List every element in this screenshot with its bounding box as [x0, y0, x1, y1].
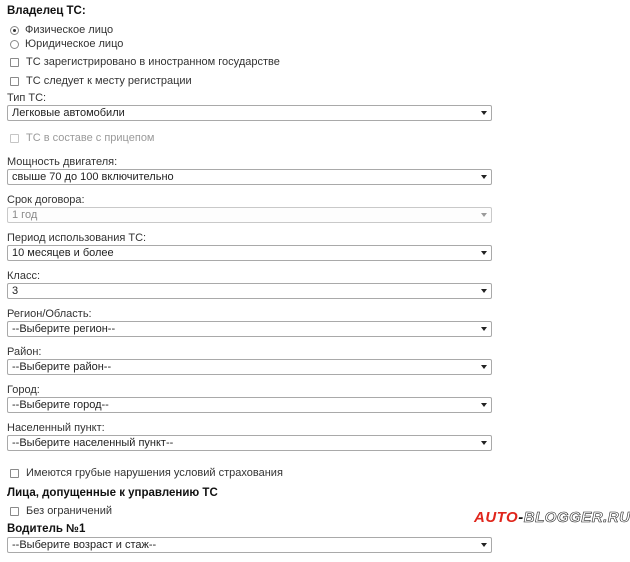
usage-period-select[interactable]: [7, 245, 492, 261]
checkbox-icon[interactable]: [10, 507, 19, 516]
settlement-select[interactable]: [7, 435, 492, 451]
checkbox-travel-label: ТС следует к месту регистрации: [26, 75, 192, 87]
checkbox-no-limits[interactable]: [10, 505, 112, 517]
dropdown-arrow-icon: [481, 403, 487, 407]
dropdown-arrow-icon: [481, 365, 487, 369]
district-select[interactable]: [7, 359, 492, 375]
dropdown-arrow-icon: [481, 543, 487, 547]
watermark-part1: AUTO: [474, 509, 519, 526]
radio-individual[interactable]: [10, 24, 113, 36]
checkbox-foreign-registration[interactable]: [10, 56, 280, 68]
vehicle-type-select[interactable]: [7, 105, 492, 121]
checkbox-no-limits-label: Без ограничений: [26, 505, 112, 517]
drivers-heading: Лица, допущенные к управлению ТС: [7, 487, 218, 499]
contract-term-value: 1 год: [12, 209, 38, 221]
usage-period-value: 10 месяцев и более: [12, 247, 114, 259]
vehicle-type-value: Легковые автомобили: [12, 107, 125, 119]
city-value: --Выберите город--: [12, 399, 109, 411]
contract-term-label: Срок договора:: [7, 194, 85, 206]
dropdown-arrow-icon: [481, 213, 487, 217]
watermark-part2: -: [518, 509, 524, 526]
vehicle-type-label: Тип ТС:: [7, 92, 47, 104]
checkbox-violations[interactable]: [10, 467, 283, 479]
engine-power-value: свыше 70 до 100 включительно: [12, 171, 174, 183]
checkbox-icon[interactable]: [10, 134, 19, 143]
city-select[interactable]: [7, 397, 492, 413]
watermark-part3: BLOGGER.RU: [523, 509, 630, 526]
driver1-heading: Водитель №1: [7, 523, 86, 535]
checkbox-travel-to-registration[interactable]: [10, 75, 192, 87]
city-label: Город:: [7, 384, 40, 396]
checkbox-icon[interactable]: [10, 58, 19, 67]
checkbox-icon[interactable]: [10, 77, 19, 86]
class-value: 3: [12, 285, 19, 297]
owner-heading: Владелец ТС:: [7, 5, 86, 17]
radio-legal[interactable]: [10, 38, 123, 50]
radio-unchecked-icon[interactable]: [10, 40, 19, 49]
dropdown-arrow-icon: [481, 251, 487, 255]
radio-checked-icon[interactable]: [10, 26, 19, 35]
checkbox-violations-label: Имеются грубые нарушения условий страхования: [26, 467, 283, 479]
region-select[interactable]: [7, 321, 492, 337]
radio-individual-label: Физическое лицо: [25, 24, 114, 36]
district-label: Район:: [7, 346, 42, 358]
class-label: Класс:: [7, 270, 40, 282]
dropdown-arrow-icon: [481, 289, 487, 293]
driver1-value: --Выберите возраст и стаж--: [12, 539, 157, 551]
dropdown-arrow-icon: [481, 441, 487, 445]
dropdown-arrow-icon: [481, 111, 487, 115]
region-label: Регион/Область:: [7, 308, 92, 320]
checkbox-foreign-label: ТС зарегистрировано в иностранном государстве: [26, 56, 280, 68]
engine-power-label: Мощность двигателя:: [7, 156, 118, 168]
usage-period-label: Период использования ТС:: [7, 232, 147, 244]
watermark-logo: [474, 509, 630, 526]
settlement-label: Населенный пункт:: [7, 422, 105, 434]
checkbox-icon[interactable]: [10, 469, 19, 478]
district-value: --Выберите район--: [12, 361, 112, 373]
driver1-age-experience-select[interactable]: [7, 537, 492, 553]
contract-term-select[interactable]: [7, 207, 492, 223]
region-value: --Выберите регион--: [12, 323, 116, 335]
checkbox-trailer-label: ТС в составе с прицепом: [26, 132, 155, 144]
checkbox-trailer[interactable]: [10, 132, 155, 144]
dropdown-arrow-icon: [481, 327, 487, 331]
engine-power-select[interactable]: [7, 169, 492, 185]
radio-legal-label: Юридическое лицо: [25, 38, 124, 50]
dropdown-arrow-icon: [481, 175, 487, 179]
class-select[interactable]: [7, 283, 492, 299]
settlement-value: --Выберите населенный пункт--: [12, 437, 174, 449]
